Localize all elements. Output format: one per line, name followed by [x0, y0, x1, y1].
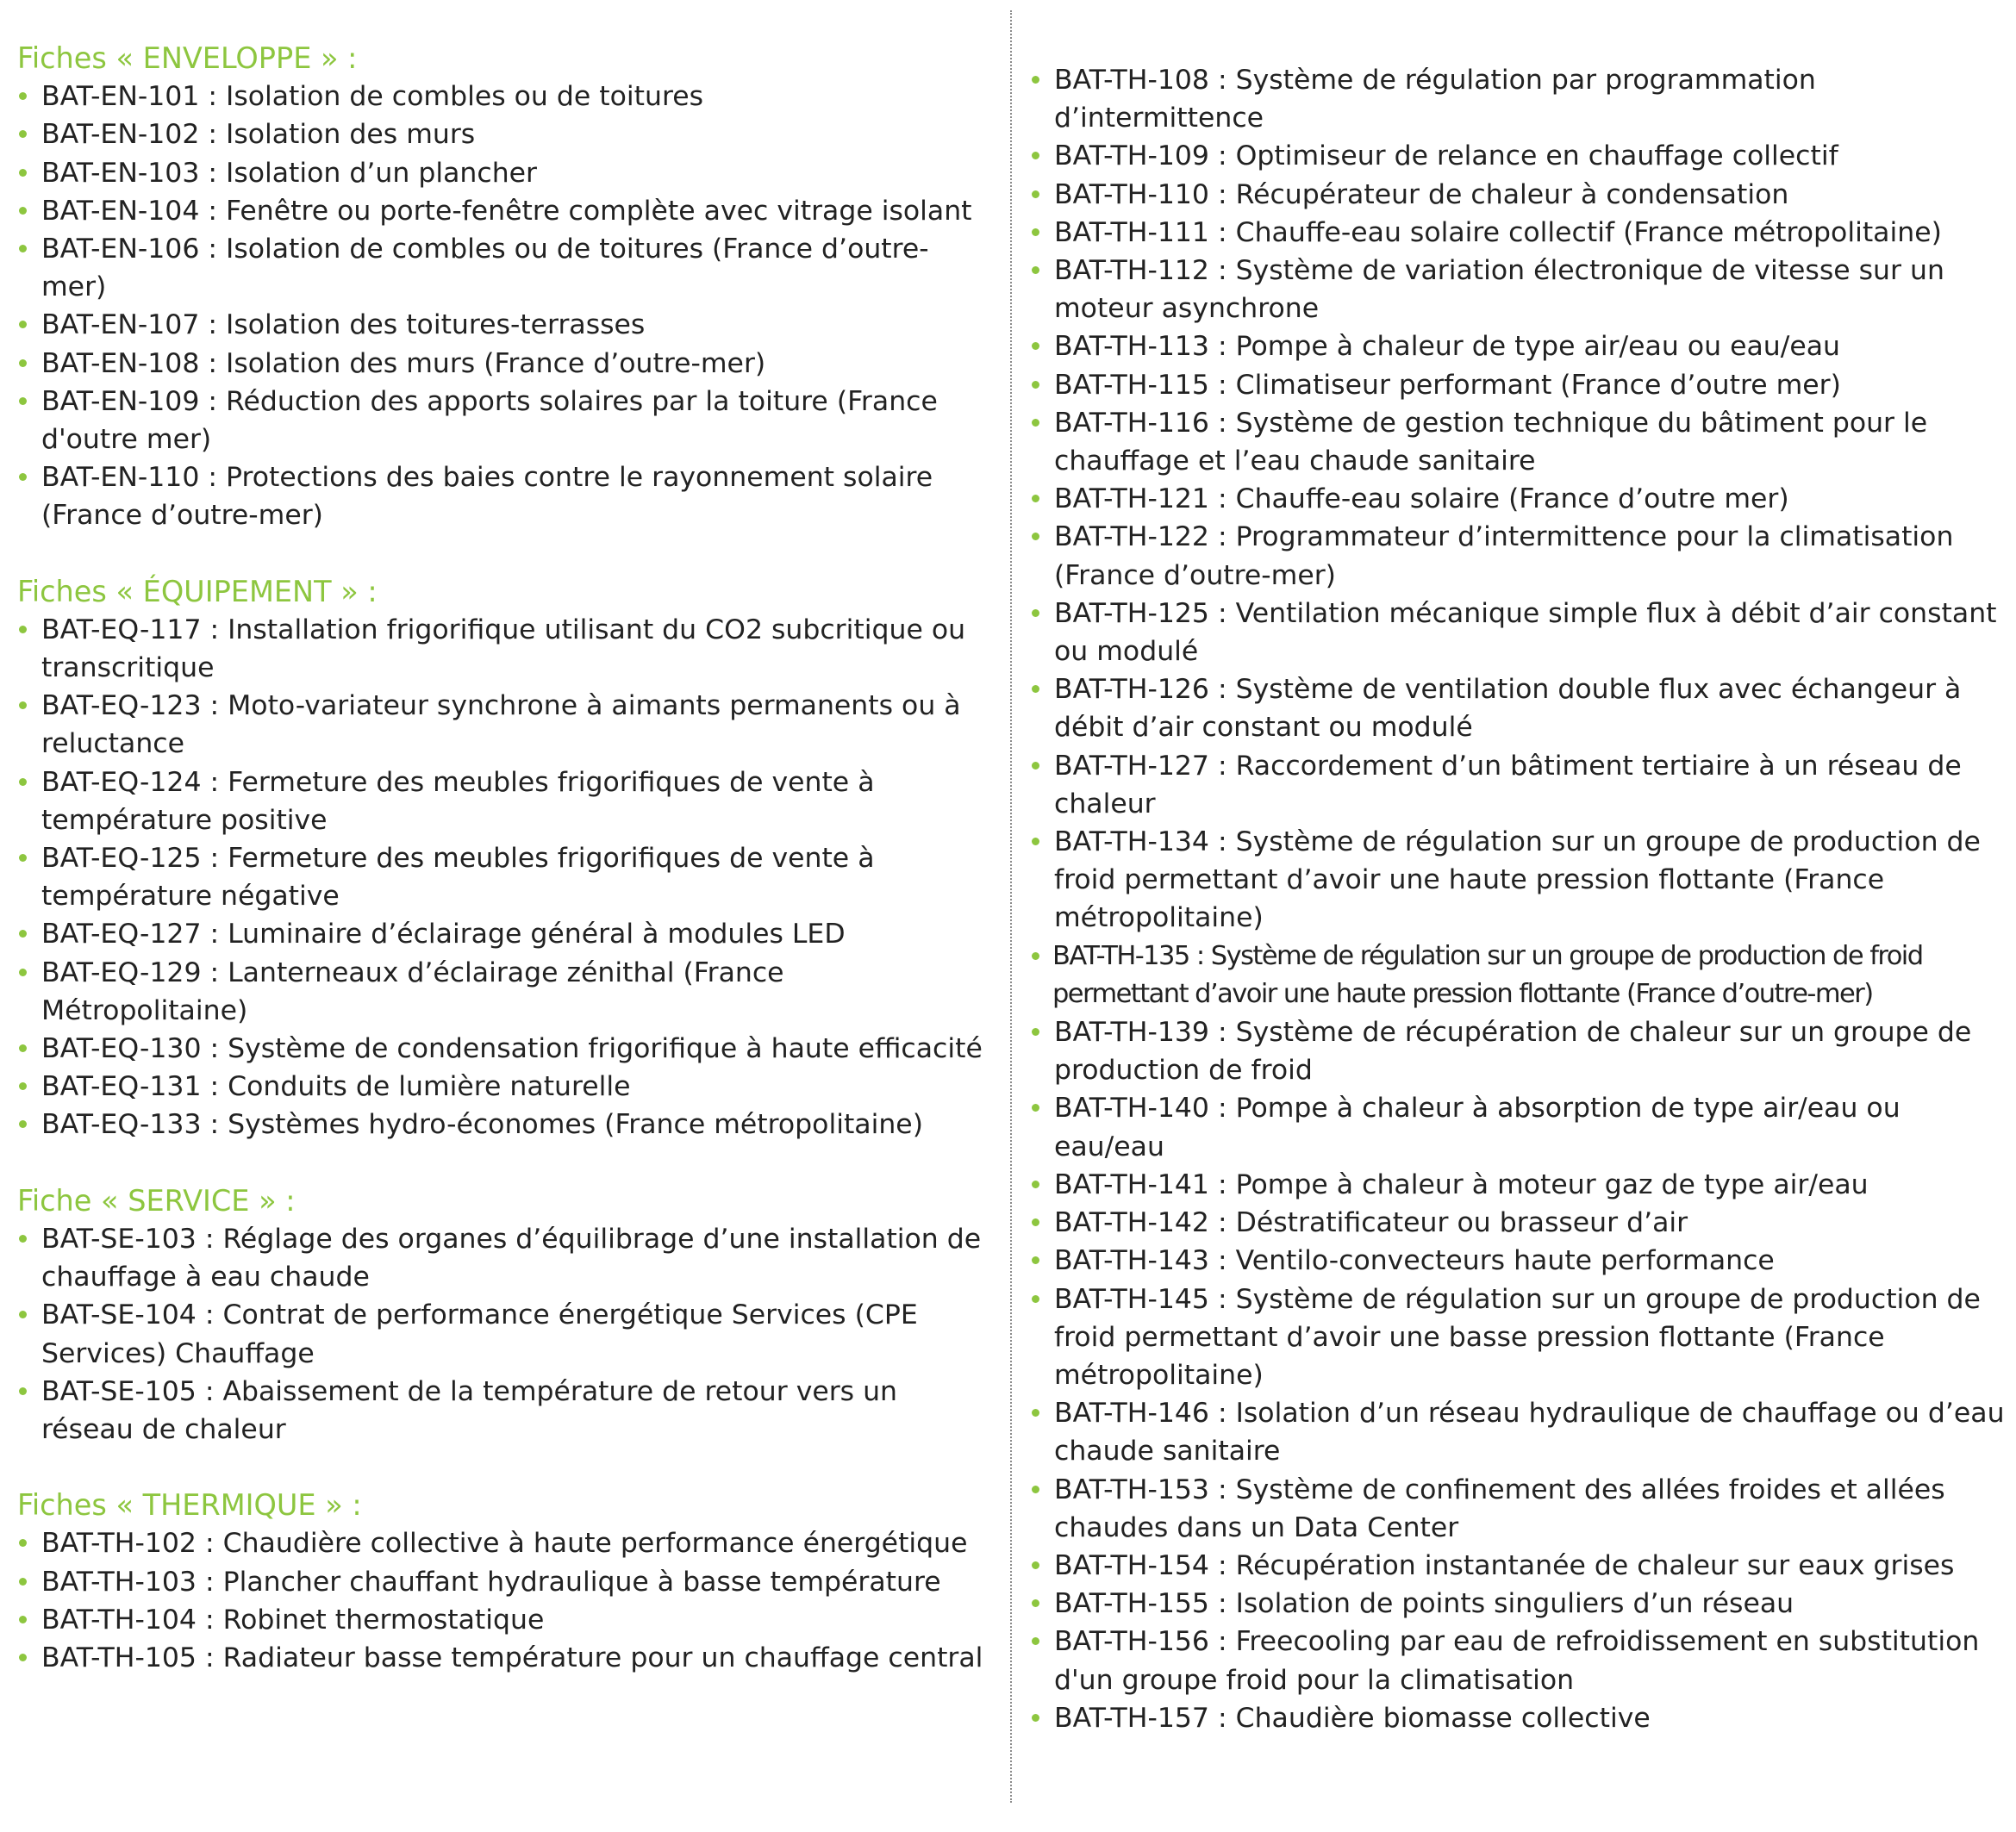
section-title: Fiches « ENVELOPPE » : — [17, 41, 358, 75]
list-item — [17, 1639, 993, 1677]
list-item — [17, 687, 993, 763]
bullet-icon — [19, 92, 27, 100]
list-item-text: BAT-EQ-124 : Fermeture des meubles frigorifiques de vente à température positive — [41, 766, 875, 836]
list-item — [1030, 747, 2011, 823]
list-item — [17, 78, 993, 115]
list-item — [17, 192, 993, 230]
list-item-text: BAT-TH-143 : Ventilo-convecteurs haute performance — [1054, 1245, 1775, 1277]
section-title: Fiche « SERVICE » : — [17, 1183, 296, 1218]
bullet-icon — [19, 321, 27, 328]
bullet-icon — [1032, 1637, 1039, 1645]
list-item-text: BAT-EN-108 : Isolation des murs (France d’outre-mer) — [41, 347, 766, 379]
bullet-icon — [19, 207, 27, 215]
list-item — [1030, 1699, 2011, 1737]
list-item-text: BAT-EN-110 : Protections des baies contre le rayonnement solaire (France d’outre-mer) — [41, 462, 933, 532]
list-item-text: BAT-EQ-133 : Systèmes hydro-économes (France métropolitaine) — [41, 1109, 923, 1141]
list-item — [1030, 480, 2011, 518]
list-item-text: BAT-SE-105 : Abaissement de la température de retour vers un réseau de chaleur — [41, 1375, 898, 1445]
list-item-text: BAT-TH-115 : Climatiseur performant (France d’outre mer) — [1054, 369, 1841, 401]
fiche-list — [17, 1524, 993, 1677]
bullet-icon — [19, 701, 27, 709]
list-item — [17, 1220, 993, 1296]
bullet-icon — [1032, 1218, 1039, 1226]
list-item — [17, 1068, 993, 1106]
list-item-text: BAT-EQ-127 : Luminaire d’éclairage général à modules LED — [41, 919, 846, 950]
list-item — [1030, 1013, 2011, 1089]
bullet-icon — [1032, 1256, 1039, 1264]
bullet-icon — [19, 169, 27, 177]
bullet-icon — [19, 854, 27, 862]
list-item — [1030, 1281, 2011, 1395]
list-item-text: BAT-EQ-129 : Lanterneaux d’éclairage zénithal (France Métropolitaine) — [41, 957, 784, 1026]
fiche-list — [17, 78, 993, 534]
list-item — [1030, 137, 2011, 175]
bullet-icon — [19, 1044, 27, 1052]
bullet-icon — [1032, 533, 1039, 540]
list-item-text: BAT-EQ-131 : Conduits de lumière naturelle — [41, 1071, 631, 1103]
list-item-text: BAT-EQ-123 : Moto-variateur synchrone à aimants permanents ou à reluctance — [41, 690, 961, 760]
fiche-section — [17, 573, 993, 1144]
list-item — [1030, 670, 2011, 746]
bullet-icon — [1032, 685, 1039, 693]
list-item-text: BAT-EN-102 : Isolation des murs — [41, 119, 476, 151]
list-item-text: BAT-TH-104 : Robinet thermostatique — [41, 1604, 545, 1636]
bullet-icon — [1032, 190, 1039, 198]
bullet-icon — [19, 473, 27, 481]
bullet-icon — [19, 626, 27, 633]
list-item-text: BAT-EN-106 : Isolation de combles ou de toitures (France d’outre-mer) — [41, 234, 929, 303]
list-item-text: BAT-TH-110 : Récupérateur de chaleur à condensation — [1054, 178, 1789, 210]
list-item — [1030, 1089, 2011, 1165]
list-item — [1030, 404, 2011, 480]
list-item — [1030, 938, 2011, 1013]
bullet-icon — [1032, 1409, 1039, 1417]
list-item-text: BAT-EN-109 : Réduction des apports solaires par la toiture (France d'outre mer) — [41, 385, 938, 456]
list-item — [1030, 595, 2011, 670]
list-item — [1030, 61, 2011, 137]
list-item — [17, 611, 993, 687]
list-item-text: BAT-TH-145 : Système de régulation sur un groupe de production de froid permettant d’avoir une basse pression flottante (France métropolitaine) — [1054, 1283, 1981, 1391]
thermique-list-continued — [1030, 61, 2011, 1737]
list-item — [1030, 1204, 2011, 1242]
list-item-text: BAT-TH-122 : Programmateur d’intermittence pour la climatisation (France d’outre-mer) — [1054, 521, 1954, 591]
list-item — [1030, 366, 2011, 404]
list-item-text: BAT-TH-121 : Chauffe-eau solaire (France d’outre mer) — [1054, 483, 1789, 515]
list-item-text: BAT-TH-155 : Isolation de points singuliers d’un réseau — [1054, 1588, 1794, 1620]
list-item-text: BAT-EQ-125 : Fermeture des meubles frigorifiques de vente à température négative — [41, 843, 875, 913]
list-item — [17, 458, 993, 534]
list-item — [1030, 823, 2011, 938]
list-item — [17, 115, 993, 153]
bullet-icon — [19, 1235, 27, 1243]
list-item-text: BAT-EN-103 : Isolation d’un plancher — [41, 157, 537, 189]
list-item — [1030, 327, 2011, 365]
list-item — [17, 915, 993, 953]
bullet-icon — [19, 397, 27, 405]
list-item — [17, 345, 993, 383]
list-item-text: BAT-TH-113 : Pompe à chaleur de type air/eau ou eau/eau — [1054, 331, 1840, 363]
bullet-icon — [19, 359, 27, 367]
section-title: Fiches « ÉQUIPEMENT » : — [17, 574, 378, 608]
list-item-text: BAT-TH-154 : Récupération instantanée de chaleur sur eaux grises — [1054, 1549, 1955, 1581]
list-item — [17, 154, 993, 192]
bullet-icon — [19, 1654, 27, 1661]
list-item-text: BAT-TH-112 : Système de variation électronique de vitesse sur un moteur asynchrone — [1054, 255, 1944, 325]
list-item-text: BAT-EN-107 : Isolation des toitures-terrasses — [41, 309, 646, 341]
bullet-icon — [1032, 838, 1039, 845]
bullet-icon — [1032, 762, 1039, 770]
list-item-text: BAT-TH-111 : Chauffe-eau solaire collectif (France métropolitaine) — [1054, 216, 1942, 248]
bullet-icon — [1032, 266, 1039, 274]
list-item-text: BAT-TH-153 : Système de confinement des allées froides et allées chaudes dans un Data Center — [1054, 1474, 1945, 1543]
bullet-icon — [1032, 228, 1039, 236]
list-item-text: BAT-EN-104 : Fenêtre ou porte-fenêtre complète avec vitrage isolant — [41, 195, 972, 227]
fiche-list — [17, 1220, 993, 1449]
list-item — [17, 1030, 993, 1068]
list-item-text: BAT-TH-139 : Système de récupération de chaleur sur un groupe de production de froid — [1054, 1017, 1972, 1087]
list-item-text: BAT-TH-125 : Ventilation mécanique simple flux à débit d’air constant ou modulé — [1054, 597, 1997, 668]
list-item — [1030, 1471, 2011, 1547]
list-item — [17, 1563, 993, 1601]
bullet-icon — [19, 930, 27, 938]
list-item — [1030, 252, 2011, 327]
list-item-text: BAT-TH-135 : Système de régulation sur un groupe de production de froid permettant d’avoir une haute pression flottante (France d’outre-mer) — [1052, 940, 1923, 1009]
list-item — [17, 1524, 993, 1562]
list-item-text: BAT-TH-141 : Pompe à chaleur à moteur gaz de type air/eau — [1054, 1168, 1869, 1200]
list-item-text: BAT-TH-126 : Système de ventilation double flux avec échangeur à débit d’air constant ou modulé — [1054, 674, 1962, 744]
bullet-icon — [19, 245, 27, 252]
list-item — [17, 230, 993, 306]
bullet-icon — [1032, 419, 1039, 427]
list-item — [1030, 1623, 2011, 1698]
list-item — [17, 839, 993, 915]
list-item — [17, 1373, 993, 1449]
bullet-icon — [19, 1120, 27, 1128]
list-item-text: BAT-TH-102 : Chaudière collective à haute performance énergétique — [41, 1528, 968, 1560]
bullet-icon — [1032, 1486, 1039, 1493]
fiche-section — [17, 1182, 993, 1449]
list-item-text: BAT-TH-116 : Système de gestion technique du bâtiment pour le chauffage et l’eau chaude sanitaire — [1054, 407, 1928, 477]
bullet-icon — [1032, 1295, 1039, 1303]
bullet-icon — [1032, 1714, 1039, 1722]
bullet-icon — [1032, 1181, 1039, 1188]
bullet-icon — [1032, 1028, 1039, 1036]
list-item-text: BAT-EN-101 : Isolation de combles ou de toitures — [41, 81, 703, 113]
bullet-icon — [1032, 495, 1039, 502]
list-item-text: BAT-TH-140 : Pompe à chaleur à absorption de type air/eau ou eau/eau — [1054, 1093, 1901, 1162]
list-item — [17, 383, 993, 458]
list-item — [1030, 1547, 2011, 1585]
bullet-icon — [19, 130, 27, 138]
list-item-text: BAT-TH-127 : Raccordement d’un bâtiment tertiaire à un réseau de chaleur — [1054, 750, 1962, 819]
bullet-icon — [19, 969, 27, 976]
list-item-text: BAT-SE-103 : Réglage des organes d’équilibrage d’une installation de chauffage à eau chaude — [41, 1223, 982, 1293]
bullet-icon — [1032, 952, 1039, 960]
list-item-text: BAT-EQ-117 : Installation frigorifique utilisant du CO2 subcritique ou transcritique — [41, 614, 966, 684]
bullet-icon — [1032, 1561, 1039, 1569]
bullet-icon — [1032, 152, 1039, 159]
list-item-text: BAT-TH-156 : Freecooling par eau de refroidissement en substitution d'un groupe froid pour la climatisation — [1054, 1626, 1980, 1696]
list-item-text: BAT-TH-105 : Radiateur basse température pour un chauffage central — [41, 1642, 983, 1673]
list-item-text: BAT-TH-103 : Plancher chauffant hydraulique à basse température — [41, 1566, 941, 1598]
bullet-icon — [19, 1082, 27, 1090]
list-item — [17, 763, 993, 839]
bullet-icon — [1032, 1104, 1039, 1112]
bullet-icon — [1032, 1599, 1039, 1607]
list-item-text: BAT-SE-104 : Contrat de performance énergétique Services (CPE Services) Chauffage — [41, 1299, 918, 1369]
bullet-icon — [19, 1311, 27, 1318]
list-item-text: BAT-TH-142 : Déstratificateur ou brasseur d’air — [1054, 1207, 1688, 1239]
fiche-list — [17, 611, 993, 1144]
list-item — [1030, 1242, 2011, 1280]
list-item — [17, 1296, 993, 1372]
list-item — [1030, 1166, 2011, 1204]
bullet-icon — [1032, 342, 1039, 350]
bullet-icon — [1032, 609, 1039, 617]
list-item-text: BAT-TH-146 : Isolation d’un réseau hydraulique de chauffage ou d’eau chaude sanitaire — [1054, 1398, 2005, 1467]
section-title: Fiches « THERMIQUE » : — [17, 1488, 362, 1523]
left-column — [17, 0, 993, 1715]
list-item — [1030, 176, 2011, 214]
list-item — [1030, 1585, 2011, 1623]
column-divider — [1010, 10, 1012, 1803]
list-item — [1030, 214, 2011, 252]
bullet-icon — [19, 1387, 27, 1395]
right-column — [1030, 0, 2011, 1737]
bullet-icon — [19, 1539, 27, 1547]
list-item — [1030, 1394, 2011, 1470]
list-item — [17, 954, 993, 1030]
list-item — [1030, 518, 2011, 594]
bullet-icon — [19, 778, 27, 786]
list-item-text: BAT-TH-109 : Optimiseur de relance en chauffage collectif — [1054, 140, 1838, 172]
list-item-text: BAT-TH-134 : Système de régulation sur un groupe de production de froid permettant d’avoir une haute pression flottante (France métropolitaine) — [1054, 826, 1981, 934]
fiche-section — [17, 40, 993, 535]
bullet-icon — [19, 1616, 27, 1623]
bullet-icon — [1032, 76, 1039, 84]
bullet-icon — [19, 1578, 27, 1586]
list-item-text: BAT-TH-108 : Système de régulation par programmation d’intermittence — [1054, 65, 1816, 134]
list-item — [17, 306, 993, 344]
bullet-icon — [1032, 381, 1039, 389]
list-item-text: BAT-TH-157 : Chaudière biomasse collective — [1054, 1702, 1651, 1734]
list-item-text: BAT-EQ-130 : Système de condensation frigorifique à haute efficacité — [41, 1033, 983, 1065]
fiche-section — [17, 1486, 993, 1677]
list-item — [17, 1106, 993, 1143]
list-item — [17, 1601, 993, 1639]
